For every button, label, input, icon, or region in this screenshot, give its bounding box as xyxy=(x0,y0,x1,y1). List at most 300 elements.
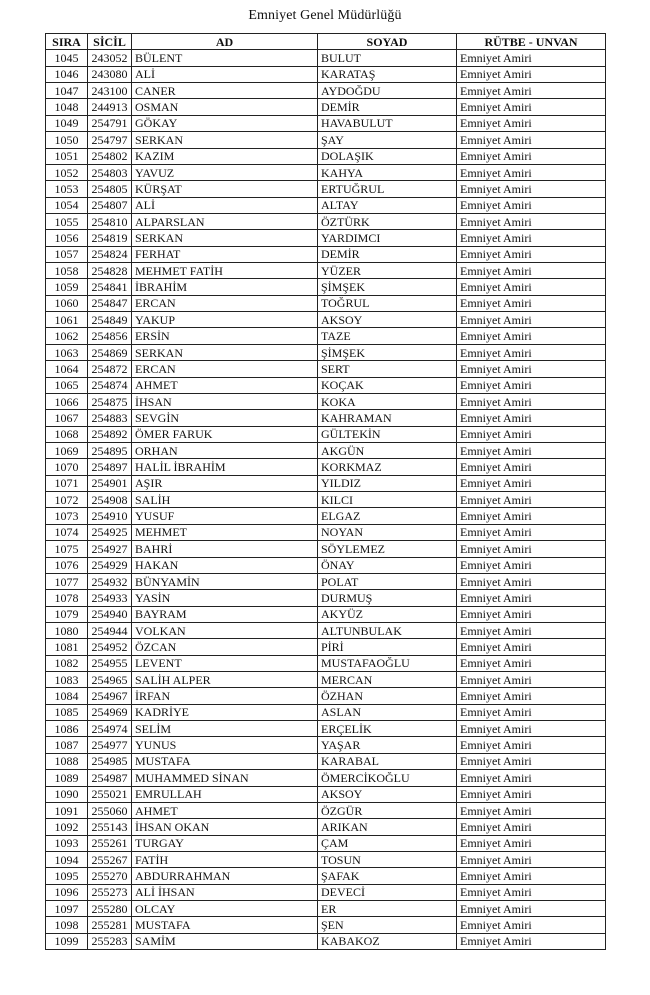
cell-sicil: 254856 xyxy=(88,328,132,344)
cell-rutbe-unvan: Emniyet Amiri xyxy=(457,295,606,311)
cell-sicil: 254940 xyxy=(88,606,132,622)
cell-rutbe-unvan: Emniyet Amiri xyxy=(457,786,606,802)
cell-sira: 1098 xyxy=(46,917,88,933)
cell-sicil: 254908 xyxy=(88,492,132,508)
cell-sicil: 254974 xyxy=(88,721,132,737)
cell-ad: MUSTAFA xyxy=(132,753,318,769)
cell-rutbe-unvan: Emniyet Amiri xyxy=(457,721,606,737)
cell-rutbe-unvan: Emniyet Amiri xyxy=(457,672,606,688)
cell-sicil: 254824 xyxy=(88,246,132,262)
cell-ad: AŞIR xyxy=(132,475,318,491)
cell-ad: LEVENT xyxy=(132,655,318,671)
cell-sira: 1062 xyxy=(46,328,88,344)
table-row xyxy=(46,868,606,884)
cell-soyad: AKSOY xyxy=(318,786,457,802)
cell-rutbe-unvan: Emniyet Amiri xyxy=(457,590,606,606)
cell-soyad: KILCI xyxy=(318,492,457,508)
cell-soyad: TOSUN xyxy=(318,851,457,867)
table-row xyxy=(46,721,606,737)
cell-ad: ORHAN xyxy=(132,442,318,458)
cell-sira: 1086 xyxy=(46,721,88,737)
cell-soyad: SÖYLEMEZ xyxy=(318,541,457,557)
cell-sicil: 255143 xyxy=(88,819,132,835)
table-row xyxy=(46,590,606,606)
cell-ad: ÖZCAN xyxy=(132,639,318,655)
cell-rutbe-unvan: Emniyet Amiri xyxy=(457,213,606,229)
cell-soyad: KARABAL xyxy=(318,753,457,769)
cell-soyad: ERÇELİK xyxy=(318,721,457,737)
cell-soyad: ÖZTÜRK xyxy=(318,213,457,229)
column-header-rutbe-unvan: RÜTBE - UNVAN xyxy=(457,34,606,50)
table-row xyxy=(46,933,606,949)
cell-sicil: 254910 xyxy=(88,508,132,524)
cell-rutbe-unvan: Emniyet Amiri xyxy=(457,492,606,508)
cell-sicil: 254933 xyxy=(88,590,132,606)
table-row xyxy=(46,148,606,164)
table-row xyxy=(46,737,606,753)
cell-ad: OSMAN xyxy=(132,99,318,115)
cell-ad: MEHMET xyxy=(132,524,318,540)
cell-sicil: 255261 xyxy=(88,835,132,851)
table-row xyxy=(46,344,606,360)
cell-sicil: 254892 xyxy=(88,426,132,442)
cell-sicil: 254985 xyxy=(88,753,132,769)
table-row xyxy=(46,230,606,246)
cell-soyad: BULUT xyxy=(318,50,457,66)
table-row xyxy=(46,851,606,867)
cell-sira: 1097 xyxy=(46,901,88,917)
cell-sira: 1071 xyxy=(46,475,88,491)
cell-sicil: 254901 xyxy=(88,475,132,491)
cell-ad: YUNUS xyxy=(132,737,318,753)
cell-sira: 1080 xyxy=(46,622,88,638)
cell-soyad: HAVABULUT xyxy=(318,115,457,131)
table-row xyxy=(46,164,606,180)
table-row xyxy=(46,475,606,491)
cell-rutbe-unvan: Emniyet Amiri xyxy=(457,230,606,246)
cell-sira: 1091 xyxy=(46,802,88,818)
cell-rutbe-unvan: Emniyet Amiri xyxy=(457,83,606,99)
table-row xyxy=(46,704,606,720)
cell-sira: 1058 xyxy=(46,263,88,279)
cell-sicil: 243100 xyxy=(88,83,132,99)
cell-rutbe-unvan: Emniyet Amiri xyxy=(457,426,606,442)
cell-rutbe-unvan: Emniyet Amiri xyxy=(457,442,606,458)
cell-rutbe-unvan: Emniyet Amiri xyxy=(457,361,606,377)
cell-soyad: MUSTAFAOĞLU xyxy=(318,655,457,671)
table-header-row xyxy=(46,34,606,50)
cell-sicil: 254828 xyxy=(88,263,132,279)
cell-sicil: 254977 xyxy=(88,737,132,753)
cell-soyad: KABAKOZ xyxy=(318,933,457,949)
table-row xyxy=(46,819,606,835)
cell-soyad: KORKMAZ xyxy=(318,459,457,475)
cell-soyad: AKGÜN xyxy=(318,442,457,458)
cell-rutbe-unvan: Emniyet Amiri xyxy=(457,933,606,949)
cell-soyad: AYDOĞDU xyxy=(318,83,457,99)
cell-soyad: ŞEN xyxy=(318,917,457,933)
table-row xyxy=(46,99,606,115)
cell-soyad: DOLAŞIK xyxy=(318,148,457,164)
table-row xyxy=(46,753,606,769)
cell-sira: 1075 xyxy=(46,541,88,557)
cell-ad: HAKAN xyxy=(132,557,318,573)
cell-sira: 1085 xyxy=(46,704,88,720)
cell-rutbe-unvan: Emniyet Amiri xyxy=(457,197,606,213)
cell-sicil: 254875 xyxy=(88,393,132,409)
table-row xyxy=(46,83,606,99)
table-row xyxy=(46,508,606,524)
cell-sira: 1052 xyxy=(46,164,88,180)
cell-sira: 1056 xyxy=(46,230,88,246)
cell-rutbe-unvan: Emniyet Amiri xyxy=(457,99,606,115)
column-header-soyad: SOYAD xyxy=(318,34,457,50)
cell-ad: SERKAN xyxy=(132,230,318,246)
cell-sira: 1045 xyxy=(46,50,88,66)
table-row xyxy=(46,393,606,409)
table-row xyxy=(46,328,606,344)
cell-sicil: 244913 xyxy=(88,99,132,115)
table-row xyxy=(46,197,606,213)
cell-rutbe-unvan: Emniyet Amiri xyxy=(457,737,606,753)
cell-ad: BÜNYAMİN xyxy=(132,573,318,589)
column-header-sira: SIRA xyxy=(46,34,88,50)
cell-rutbe-unvan: Emniyet Amiri xyxy=(457,704,606,720)
cell-ad: SALİH xyxy=(132,492,318,508)
cell-ad: ALİ İHSAN xyxy=(132,884,318,900)
cell-sira: 1048 xyxy=(46,99,88,115)
cell-sicil: 254869 xyxy=(88,344,132,360)
column-header-ad: AD xyxy=(132,34,318,50)
cell-rutbe-unvan: Emniyet Amiri xyxy=(457,50,606,66)
cell-rutbe-unvan: Emniyet Amiri xyxy=(457,606,606,622)
cell-rutbe-unvan: Emniyet Amiri xyxy=(457,263,606,279)
cell-sicil: 255273 xyxy=(88,884,132,900)
cell-sira: 1093 xyxy=(46,835,88,851)
cell-sicil: 254944 xyxy=(88,622,132,638)
cell-rutbe-unvan: Emniyet Amiri xyxy=(457,541,606,557)
cell-sira: 1068 xyxy=(46,426,88,442)
cell-ad: BAHRİ xyxy=(132,541,318,557)
cell-ad: İHSAN OKAN xyxy=(132,819,318,835)
cell-ad: SERKAN xyxy=(132,344,318,360)
cell-rutbe-unvan: Emniyet Amiri xyxy=(457,753,606,769)
cell-ad: SALİH ALPER xyxy=(132,672,318,688)
cell-sicil: 255021 xyxy=(88,786,132,802)
cell-rutbe-unvan: Emniyet Amiri xyxy=(457,181,606,197)
cell-soyad: YÜZER xyxy=(318,263,457,279)
cell-sicil: 254791 xyxy=(88,115,132,131)
cell-ad: ERCAN xyxy=(132,295,318,311)
cell-sicil: 254841 xyxy=(88,279,132,295)
cell-ad: EMRULLAH xyxy=(132,786,318,802)
cell-rutbe-unvan: Emniyet Amiri xyxy=(457,884,606,900)
table-row xyxy=(46,213,606,229)
cell-ad: GÖKAY xyxy=(132,115,318,131)
cell-rutbe-unvan: Emniyet Amiri xyxy=(457,655,606,671)
cell-sicil: 254969 xyxy=(88,704,132,720)
cell-soyad: ASLAN xyxy=(318,704,457,720)
cell-sicil: 255280 xyxy=(88,901,132,917)
cell-ad: HALİL İBRAHİM xyxy=(132,459,318,475)
cell-ad: CANER xyxy=(132,83,318,99)
cell-sira: 1084 xyxy=(46,688,88,704)
cell-sicil: 254955 xyxy=(88,655,132,671)
cell-ad: OLCAY xyxy=(132,901,318,917)
cell-ad: MUHAMMED SİNAN xyxy=(132,770,318,786)
cell-ad: VOLKAN xyxy=(132,622,318,638)
cell-sicil: 254895 xyxy=(88,442,132,458)
cell-rutbe-unvan: Emniyet Amiri xyxy=(457,66,606,82)
table-row xyxy=(46,410,606,426)
table-row xyxy=(46,295,606,311)
cell-ad: KÜRŞAT xyxy=(132,181,318,197)
cell-sira: 1072 xyxy=(46,492,88,508)
cell-rutbe-unvan: Emniyet Amiri xyxy=(457,393,606,409)
cell-sira: 1094 xyxy=(46,851,88,867)
cell-sicil: 243052 xyxy=(88,50,132,66)
cell-sira: 1096 xyxy=(46,884,88,900)
cell-rutbe-unvan: Emniyet Amiri xyxy=(457,688,606,704)
cell-rutbe-unvan: Emniyet Amiri xyxy=(457,312,606,328)
cell-sira: 1065 xyxy=(46,377,88,393)
cell-sicil: 254874 xyxy=(88,377,132,393)
cell-sira: 1054 xyxy=(46,197,88,213)
cell-ad: MEHMET FATİH xyxy=(132,263,318,279)
cell-sicil: 254810 xyxy=(88,213,132,229)
cell-soyad: DEMİR xyxy=(318,246,457,262)
cell-soyad: ELGAZ xyxy=(318,508,457,524)
table-row xyxy=(46,263,606,279)
cell-rutbe-unvan: Emniyet Amiri xyxy=(457,148,606,164)
cell-sira: 1053 xyxy=(46,181,88,197)
cell-sira: 1067 xyxy=(46,410,88,426)
cell-soyad: KOÇAK xyxy=(318,377,457,393)
cell-sicil: 254805 xyxy=(88,181,132,197)
table-row xyxy=(46,426,606,442)
cell-rutbe-unvan: Emniyet Amiri xyxy=(457,508,606,524)
cell-sicil: 254929 xyxy=(88,557,132,573)
table-row xyxy=(46,181,606,197)
cell-ad: SELİM xyxy=(132,721,318,737)
cell-sira: 1070 xyxy=(46,459,88,475)
cell-soyad: TAZE xyxy=(318,328,457,344)
cell-ad: KAZIM xyxy=(132,148,318,164)
cell-soyad: ERTUĞRUL xyxy=(318,181,457,197)
table-row xyxy=(46,672,606,688)
cell-sira: 1099 xyxy=(46,933,88,949)
cell-sira: 1066 xyxy=(46,393,88,409)
cell-ad: SERKAN xyxy=(132,132,318,148)
cell-rutbe-unvan: Emniyet Amiri xyxy=(457,377,606,393)
cell-soyad: AKSOY xyxy=(318,312,457,328)
table-row xyxy=(46,884,606,900)
cell-soyad: PİRİ xyxy=(318,639,457,655)
cell-sira: 1088 xyxy=(46,753,88,769)
cell-ad: MUSTAFA xyxy=(132,917,318,933)
cell-rutbe-unvan: Emniyet Amiri xyxy=(457,639,606,655)
cell-ad: FERHAT xyxy=(132,246,318,262)
cell-rutbe-unvan: Emniyet Amiri xyxy=(457,835,606,851)
column-header-sicil: SİCİL xyxy=(88,34,132,50)
cell-sicil: 254847 xyxy=(88,295,132,311)
table-row xyxy=(46,377,606,393)
cell-rutbe-unvan: Emniyet Amiri xyxy=(457,279,606,295)
cell-soyad: AKYÜZ xyxy=(318,606,457,622)
cell-rutbe-unvan: Emniyet Amiri xyxy=(457,475,606,491)
cell-soyad: ARIKAN xyxy=(318,819,457,835)
cell-sicil: 254797 xyxy=(88,132,132,148)
cell-rutbe-unvan: Emniyet Amiri xyxy=(457,557,606,573)
cell-soyad: GÜLTEKİN xyxy=(318,426,457,442)
cell-rutbe-unvan: Emniyet Amiri xyxy=(457,524,606,540)
cell-ad: SAMİM xyxy=(132,933,318,949)
table-row xyxy=(46,606,606,622)
cell-sicil: 255270 xyxy=(88,868,132,884)
table-body xyxy=(46,50,606,950)
cell-sicil: 254925 xyxy=(88,524,132,540)
table-row xyxy=(46,50,606,66)
cell-soyad: YAŞAR xyxy=(318,737,457,753)
cell-rutbe-unvan: Emniyet Amiri xyxy=(457,770,606,786)
cell-sira: 1049 xyxy=(46,115,88,131)
cell-sira: 1082 xyxy=(46,655,88,671)
cell-ad: YASİN xyxy=(132,590,318,606)
cell-rutbe-unvan: Emniyet Amiri xyxy=(457,328,606,344)
cell-sicil: 254819 xyxy=(88,230,132,246)
cell-rutbe-unvan: Emniyet Amiri xyxy=(457,868,606,884)
cell-sicil: 254807 xyxy=(88,197,132,213)
cell-soyad: ALTAY xyxy=(318,197,457,213)
cell-ad: YAVUZ xyxy=(132,164,318,180)
cell-sira: 1092 xyxy=(46,819,88,835)
cell-sira: 1090 xyxy=(46,786,88,802)
cell-sira: 1078 xyxy=(46,590,88,606)
table-row xyxy=(46,132,606,148)
table-row xyxy=(46,492,606,508)
cell-soyad: ŞAFAK xyxy=(318,868,457,884)
table-row xyxy=(46,66,606,82)
personnel-table xyxy=(45,33,606,950)
cell-ad: YAKUP xyxy=(132,312,318,328)
table-row xyxy=(46,573,606,589)
table-row xyxy=(46,835,606,851)
cell-sicil: 254849 xyxy=(88,312,132,328)
cell-ad: ALİ xyxy=(132,66,318,82)
cell-soyad: DEMİR xyxy=(318,99,457,115)
cell-sira: 1051 xyxy=(46,148,88,164)
cell-rutbe-unvan: Emniyet Amiri xyxy=(457,132,606,148)
table-row xyxy=(46,639,606,655)
cell-soyad: KARATAŞ xyxy=(318,66,457,82)
cell-rutbe-unvan: Emniyet Amiri xyxy=(457,901,606,917)
cell-soyad: ÖZHAN xyxy=(318,688,457,704)
cell-soyad: ÖZGÜR xyxy=(318,802,457,818)
cell-sicil: 255281 xyxy=(88,917,132,933)
cell-rutbe-unvan: Emniyet Amiri xyxy=(457,802,606,818)
cell-soyad: ÖNAY xyxy=(318,557,457,573)
table-row xyxy=(46,622,606,638)
cell-rutbe-unvan: Emniyet Amiri xyxy=(457,164,606,180)
cell-sira: 1047 xyxy=(46,83,88,99)
cell-soyad: MERCAN xyxy=(318,672,457,688)
cell-ad: BAYRAM xyxy=(132,606,318,622)
cell-soyad: TOĞRUL xyxy=(318,295,457,311)
cell-soyad: DEVECİ xyxy=(318,884,457,900)
cell-rutbe-unvan: Emniyet Amiri xyxy=(457,622,606,638)
cell-rutbe-unvan: Emniyet Amiri xyxy=(457,573,606,589)
cell-sicil: 254952 xyxy=(88,639,132,655)
cell-sira: 1064 xyxy=(46,361,88,377)
cell-sicil: 254883 xyxy=(88,410,132,426)
cell-ad: AHMET xyxy=(132,802,318,818)
cell-sira: 1055 xyxy=(46,213,88,229)
cell-sira: 1087 xyxy=(46,737,88,753)
cell-sira: 1095 xyxy=(46,868,88,884)
cell-sicil: 254802 xyxy=(88,148,132,164)
cell-soyad: ALTUNBULAK xyxy=(318,622,457,638)
cell-sira: 1089 xyxy=(46,770,88,786)
table-row xyxy=(46,312,606,328)
cell-ad: SEVGİN xyxy=(132,410,318,426)
table-row xyxy=(46,115,606,131)
cell-rutbe-unvan: Emniyet Amiri xyxy=(457,459,606,475)
cell-soyad: ÖMERCİKOĞLU xyxy=(318,770,457,786)
cell-sira: 1083 xyxy=(46,672,88,688)
cell-ad: ÖMER FARUK xyxy=(132,426,318,442)
table-row xyxy=(46,459,606,475)
cell-soyad: SERT xyxy=(318,361,457,377)
cell-ad: TURGAY xyxy=(132,835,318,851)
cell-sira: 1050 xyxy=(46,132,88,148)
cell-soyad: YARDIMCI xyxy=(318,230,457,246)
cell-soyad: DURMUŞ xyxy=(318,590,457,606)
cell-sicil: 254932 xyxy=(88,573,132,589)
cell-sicil: 254872 xyxy=(88,361,132,377)
cell-ad: İRFAN xyxy=(132,688,318,704)
table-row xyxy=(46,361,606,377)
cell-sicil: 254967 xyxy=(88,688,132,704)
cell-rutbe-unvan: Emniyet Amiri xyxy=(457,344,606,360)
cell-sira: 1069 xyxy=(46,442,88,458)
cell-ad: FATİH xyxy=(132,851,318,867)
table-row xyxy=(46,246,606,262)
cell-sicil: 254987 xyxy=(88,770,132,786)
cell-soyad: POLAT xyxy=(318,573,457,589)
cell-sicil: 254965 xyxy=(88,672,132,688)
cell-sira: 1060 xyxy=(46,295,88,311)
cell-ad: İHSAN xyxy=(132,393,318,409)
cell-soyad: ŞİMŞEK xyxy=(318,279,457,295)
cell-soyad: KAHYA xyxy=(318,164,457,180)
cell-soyad: ER xyxy=(318,901,457,917)
table-row xyxy=(46,917,606,933)
cell-sira: 1073 xyxy=(46,508,88,524)
cell-sicil: 254927 xyxy=(88,541,132,557)
cell-soyad: NOYAN xyxy=(318,524,457,540)
cell-ad: BÜLENT xyxy=(132,50,318,66)
table-row xyxy=(46,655,606,671)
cell-ad: AHMET xyxy=(132,377,318,393)
table-row xyxy=(46,442,606,458)
cell-soyad: YILDIZ xyxy=(318,475,457,491)
cell-ad: YUSUF xyxy=(132,508,318,524)
cell-soyad: KOKA xyxy=(318,393,457,409)
cell-ad: ALPARSLAN xyxy=(132,213,318,229)
cell-sicil: 255283 xyxy=(88,933,132,949)
cell-sira: 1074 xyxy=(46,524,88,540)
cell-sira: 1046 xyxy=(46,66,88,82)
